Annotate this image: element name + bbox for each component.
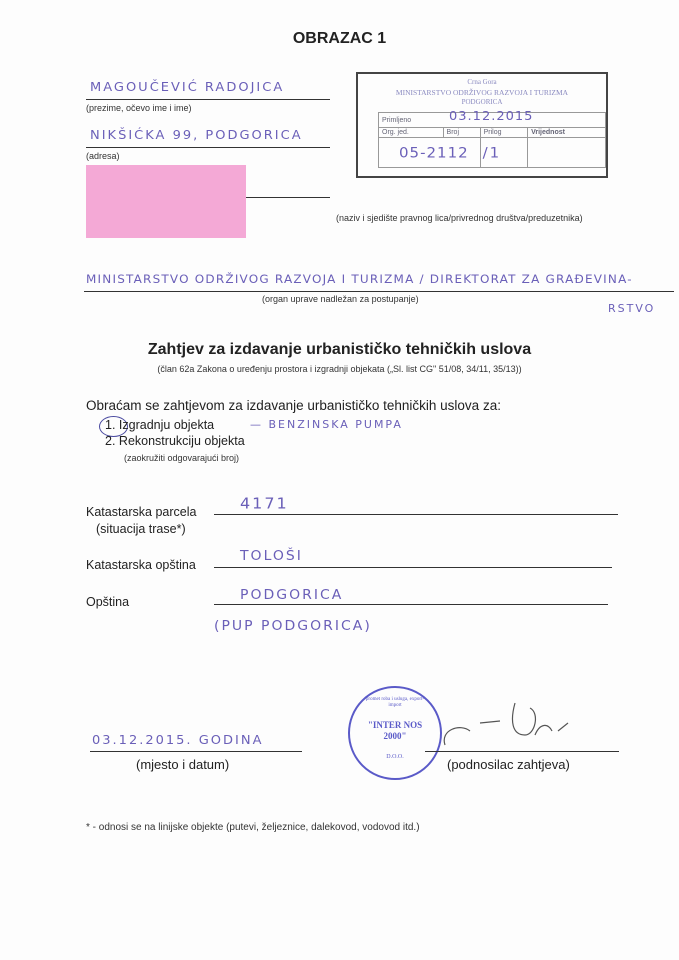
- col-broj: Broj: [443, 128, 480, 138]
- col-vrijednost: Vrijednost: [528, 128, 606, 138]
- options-hint: (zaokružiti odgovarajući broj): [124, 453, 240, 463]
- option-2-number: 2.: [105, 434, 116, 448]
- option-2-label: Rekonstrukciju objekta: [118, 434, 245, 448]
- option-1-label: Izgradnju objekta: [118, 418, 215, 432]
- authority-value: MINISTARSTVO ODRŽIVOG RAZVOJA I TURIZMA / DIREKTORAT ZA GRAĐEVINA-: [86, 272, 633, 286]
- seal-type: D.O.O.: [386, 754, 404, 760]
- option-2: [105, 434, 245, 448]
- signature: [440, 695, 570, 750]
- stamp-country: Crna Gora: [467, 78, 497, 86]
- field-label-parcela: Katastarska parcela: [86, 505, 197, 519]
- seal-text: "INTER NOS 2000": [367, 720, 423, 741]
- received-date: 03.12.2015: [449, 109, 534, 124]
- field-label-opstina: Opština: [86, 595, 130, 609]
- authority-value-cont: RSTVO: [608, 302, 656, 315]
- attachment-number: /1: [482, 144, 502, 162]
- registry-number: 05-2112: [399, 144, 469, 162]
- form-code: OBRAZAC 1: [292, 30, 387, 47]
- col-org: Org. jed.: [379, 128, 444, 138]
- applicant-sign-label: (podnosilac zahtjeva): [447, 757, 570, 772]
- stamp-city: PODGORICA: [461, 98, 503, 106]
- applicant-address: NIKŠIĆKA 99, PODGORICA: [90, 128, 303, 143]
- seal-ring-text: promet roba i usluga, export-import: [365, 697, 425, 708]
- field-value-parcela: 4171: [240, 494, 289, 513]
- col-prilog: Prilog: [480, 128, 527, 138]
- authority-label: (organ uprave nadležan za postupanje): [262, 294, 419, 304]
- applicant-name: MAGOUČEVIĆ RADOJICA: [90, 80, 285, 95]
- stamp-ministry: MINISTARSTVO ODRŽIVOG RAZVOJA I TURIZMA: [395, 88, 569, 97]
- request-intro: Obraćam se zahtjevom za izdavanje urbanističko tehničkih uslova za:: [86, 398, 501, 413]
- company-label: (naziv i sjedište pravnog lica/privrednog društva/preduzetnika): [336, 213, 583, 223]
- document-subtitle: (član 62a Zakona o uređenju prostora i izgradnji objekata („Sl. list CG" 51/08, 34/11, 35/13)): [157, 364, 522, 374]
- option-1-note: — BENZINSKA PUMPA: [250, 418, 403, 431]
- stamp-table: [378, 109, 606, 168]
- field-label-ko: Katastarska opština: [86, 558, 196, 572]
- received-label: Primljeno: [382, 116, 412, 124]
- redaction-box: [86, 165, 246, 238]
- address-label: (adresa): [86, 151, 120, 161]
- field-sublabel-parcela: (situacija trase*): [96, 522, 186, 536]
- option-1-number: 1.: [105, 418, 116, 432]
- receipt-stamp: [356, 72, 608, 178]
- footnote: * - odnosi se na linijske objekte (putevi, željeznice, dalekovod, vodovod itd.): [86, 822, 420, 833]
- company-seal: [348, 686, 442, 780]
- field-value-opstina: PODGORICA: [240, 587, 344, 603]
- document-title: Zahtjev za izdavanje urbanističko tehničkih uslova: [147, 341, 532, 358]
- field-value-opstina-2: (PUP PODGORICA): [214, 618, 372, 634]
- option-1: [105, 418, 214, 432]
- field-value-ko: TOLOŠI: [240, 548, 303, 564]
- name-label: (prezime, očevo ime i ime): [86, 103, 192, 113]
- place-date-label: (mjesto i datum): [136, 757, 230, 772]
- place-date-value: 03.12.2015. GODINA: [92, 733, 264, 748]
